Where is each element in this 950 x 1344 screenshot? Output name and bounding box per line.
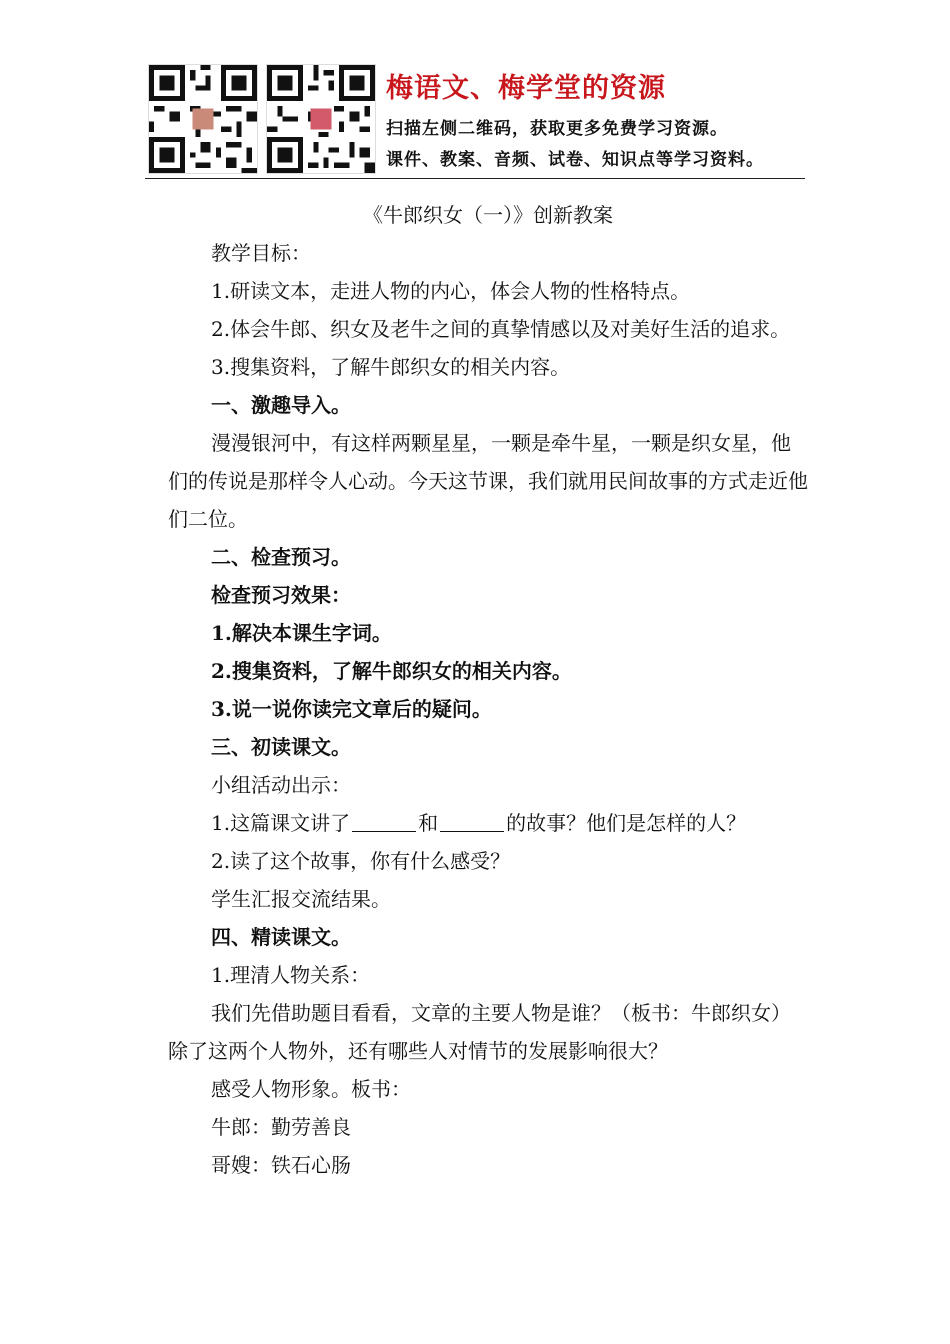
question-1-part-a: 1.这篇课文讲了 <box>211 811 351 835</box>
question-1-part-b: 和 <box>418 811 439 835</box>
section-2-heading: 二、检查预习。 <box>211 545 351 569</box>
objective-2: 2.体会牛郎、织女及老牛之间的真挚情感以及对美好生活的追求。 <box>211 317 791 341</box>
header-divider <box>145 178 805 179</box>
fill-blank-2 <box>440 811 504 832</box>
section-3-report: 学生汇报交流结果。 <box>211 887 391 911</box>
section-3-label: 小组活动出示： <box>211 773 351 797</box>
section-4-paragraph: 我们先借助题目看看，文章的主要人物是谁？（板书：牛郎织女）除了这两个人物外，还有哪些人对情节的发展影响很大？ <box>168 1001 791 1063</box>
brand-tagline-1: 扫描左侧二维码，获取更多免费学习资源。 <box>386 119 728 139</box>
character-niulang: 牛郎：勤劳善良 <box>211 1115 351 1139</box>
qr-code-2 <box>266 64 376 174</box>
section-2-item-3: 3.说一说你读完文章后的疑问。 <box>211 697 492 721</box>
section-3-question-2: 2.读了这个故事，你有什么感受？ <box>211 849 511 873</box>
objective-3: 3.搜集资料，了解牛郎织女的相关内容。 <box>211 355 571 379</box>
section-2-label: 检查预习效果： <box>211 583 351 607</box>
section-3-question-1 <box>168 804 808 842</box>
section-2-item-1: 1.解决本课生字词。 <box>211 621 392 645</box>
section-1-paragraph: 漫漫银河中，有这样两颗星星，一颗是牵牛星，一颗是织女星，他们的传说是那样令人心动。今天这节课，我们就用民间故事的方式走近他们二位。 <box>168 431 808 531</box>
section-4-feel: 感受人物形象。板书： <box>211 1077 411 1101</box>
section-3-heading: 三、初读课文。 <box>211 735 351 759</box>
fill-blank-1 <box>352 811 416 832</box>
section-4-heading: 四、精读课文。 <box>211 925 351 949</box>
objective-1: 1.研读文本，走进人物的内心，体会人物的性格特点。 <box>211 279 691 303</box>
document-body <box>168 196 808 1184</box>
character-sister-in-law: 哥嫂：铁石心肠 <box>211 1153 351 1177</box>
document-title: 《牛郎织女（一）》创新教案 <box>363 203 613 227</box>
question-1-part-c: 的故事？他们是怎样的人？ <box>506 811 747 835</box>
objectives-label: 教学目标： <box>211 241 311 265</box>
brand-tagline-2: 课件、教案、音频、试卷、知识点等学习资料。 <box>386 150 764 170</box>
section-2-item-2: 2.搜集资料，了解牛郎织女的相关内容。 <box>211 659 572 683</box>
section-4-item-1: 1.理清人物关系： <box>211 963 371 987</box>
qr-code-1 <box>148 64 258 174</box>
brand-title: 梅语文、梅学堂的资源 <box>386 73 666 104</box>
section-1-heading: 一、激趣导入。 <box>211 393 351 417</box>
